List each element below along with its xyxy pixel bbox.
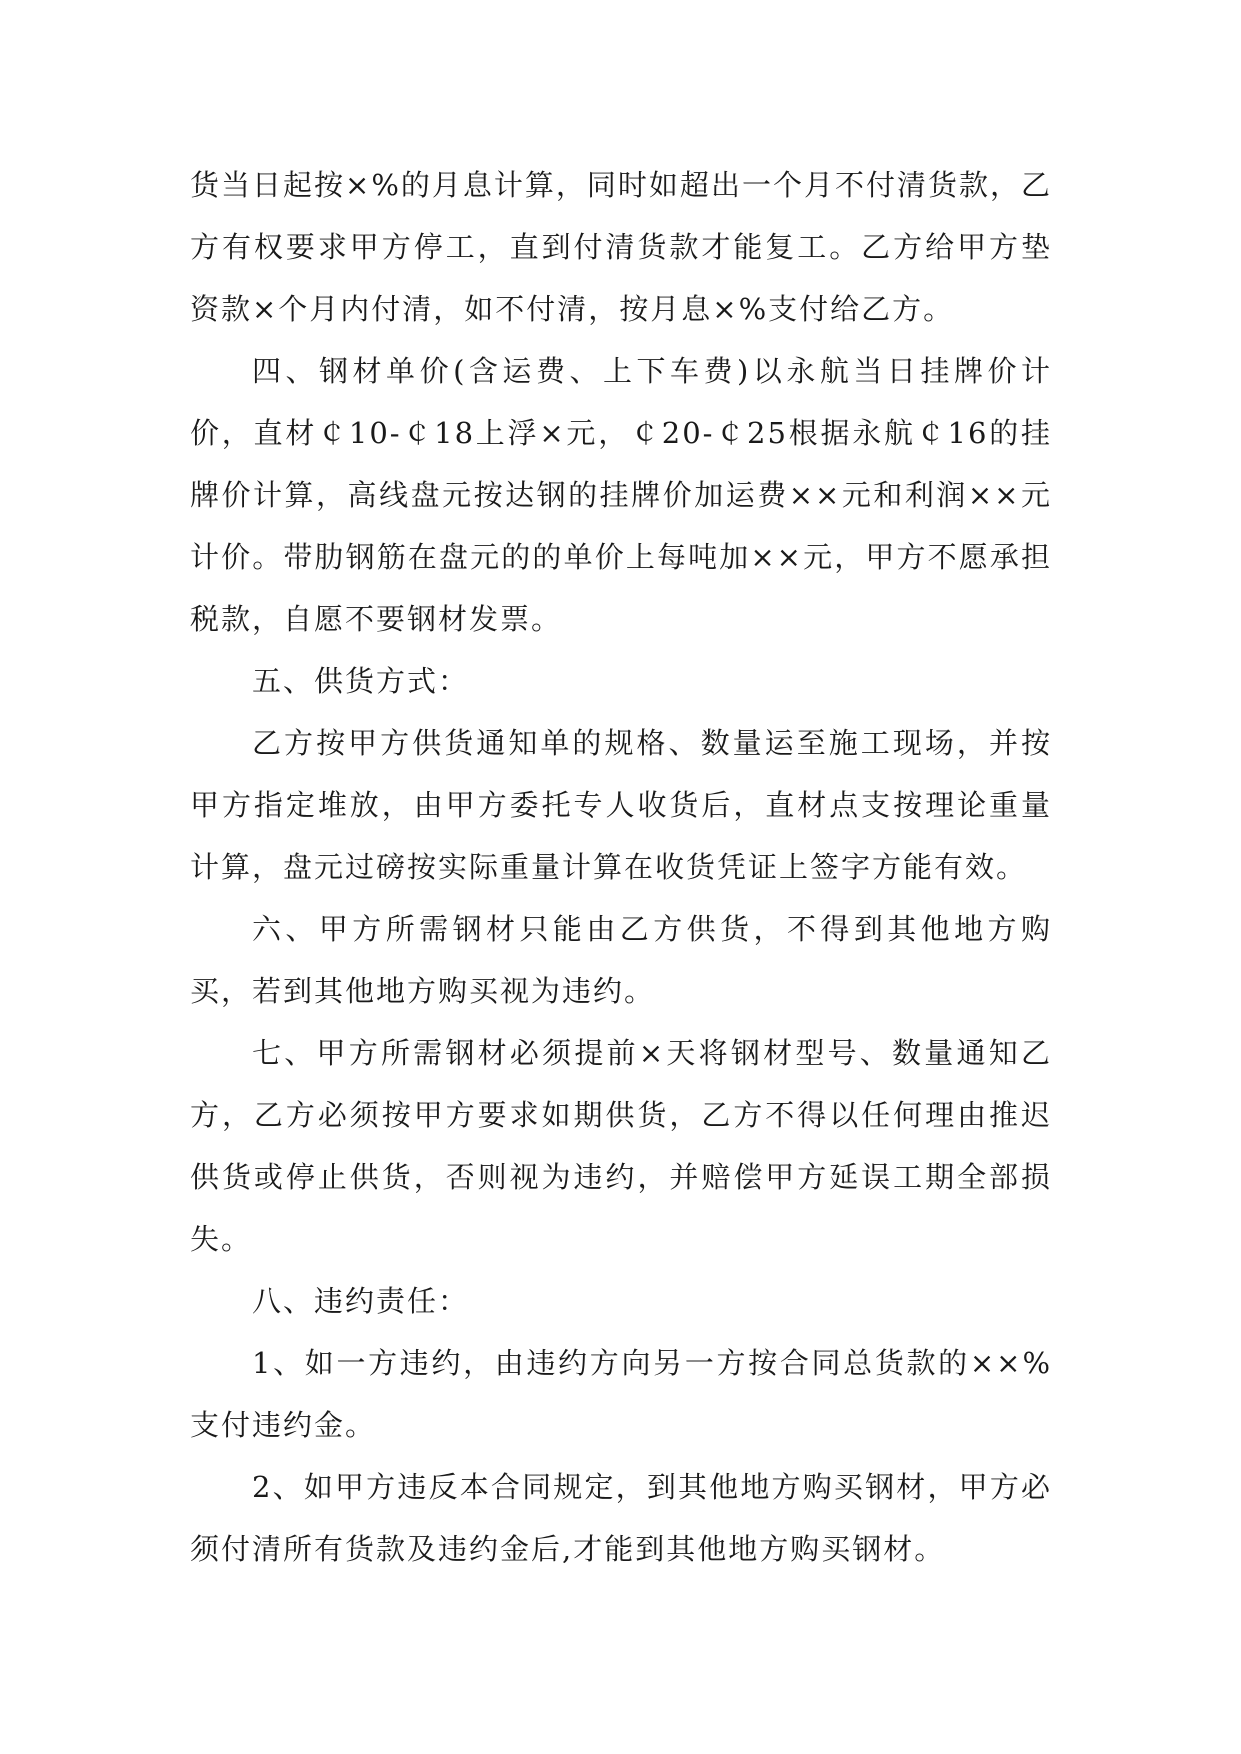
paragraph-liability-item-2: 2、如甲方违反本合同规定，到其他地方购买钢材，甲方必须付清所有货款及违约金后,才能到其他地方购买钢材。 xyxy=(190,1470,1052,1566)
paragraph-steel-unit-price: 四、钢材单价(含运费、上下车费)以永航当日挂牌价计价，直材￠10-￠18上浮×元，￠20-￠25根据永航￠16的挂牌价计算，高线盘元按达钢的挂牌价加运费××元和利润××元计价。带肋钢筋在盘元的的单价上每吨加××元，甲方不愿承担税款，自愿不要钢材发票。 xyxy=(190,354,1052,636)
document-body xyxy=(190,154,1052,1580)
paragraph-advance-notice: 七、甲方所需钢材必须提前×天将钢材型号、数量通知乙方，乙方必须按甲方要求如期供货，乙方不得以任何理由推迟供货或停止供货，否则视为违约，并赔偿甲方延误工期全部损失。 xyxy=(190,1036,1052,1256)
paragraph-continuation: 货当日起按×%的月息计算，同时如超出一个月不付清货款，乙方有权要求甲方停工，直到付清货款才能复工。乙方给甲方垫资款×个月内付清，如不付清，按月息×%支付给乙方。 xyxy=(190,168,1052,326)
paragraph-exclusive-supply: 六、甲方所需钢材只能由乙方供货，不得到其他地方购买，若到其他地方购买视为违约。 xyxy=(190,912,1052,1008)
paragraph-supply-method-heading: 五、供货方式： xyxy=(252,664,470,698)
paragraph-supply-method-detail: 乙方按甲方供货通知单的规格、数量运至施工现场，并按甲方指定堆放，由甲方委托专人收货后，直材点支按理论重量计算，盘元过磅按实际重量计算在收货凭证上签字方能有效。 xyxy=(190,726,1052,884)
paragraph-liability-item-1: 1、如一方违约，由违约方向另一方按合同总货款的××%支付违约金。 xyxy=(190,1346,1052,1442)
paragraph-liability-heading: 八、违约责任： xyxy=(252,1284,470,1318)
